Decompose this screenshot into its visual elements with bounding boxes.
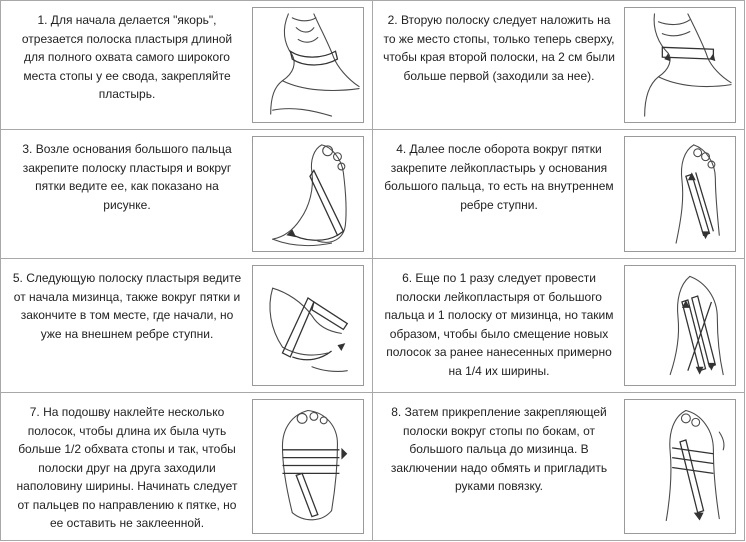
step-6-text: 6. Еще по 1 разу следует провести полоски лейкопластыря от большого пальца и 1 полоску от мизинца, но таким образом, чтобы было смещение новых полосок за ранее нанесенных примерно на 1/4 их ширины.	[384, 271, 614, 378]
step-2-illustration	[624, 7, 736, 123]
foot-heel-loop-drawing	[253, 137, 363, 251]
step-4-text: 4. Далее после оборота вокруг пятки закрепите лейкопластырь у основания большого пальца, то есть на внутреннем ребре ступни.	[384, 142, 614, 212]
step-4-cell	[373, 130, 745, 259]
step-8-illustration	[624, 399, 736, 534]
step-6-illustration	[624, 265, 736, 386]
step-1-cell	[1, 1, 373, 130]
step-4-illustration	[624, 136, 736, 252]
step-3-text: 3. Возле основания большого пальца закрепите полоску пластыря и вокруг пятки ведите ее, как показано на рисунке.	[22, 142, 232, 212]
step-2-text: 2. Вторую полоску следует наложить на то же место стопы, только теперь сверху, чтобы края второй полоски, на 2 см были больше первой (заходили за нее).	[383, 13, 615, 83]
step-3-illustration	[252, 136, 364, 252]
foot-overlap-strips-drawing	[625, 266, 735, 385]
step-6-cell	[373, 259, 745, 393]
step-7-cell	[1, 393, 373, 541]
step-5-text: 5. Следующую полоску пластыря ведите от начала мизинца, также вокруг пятки и закончите в том месте, где начали, но уже на внешнем ребре ступни.	[12, 271, 242, 341]
step-8-cell	[373, 393, 745, 541]
step-7-illustration	[252, 399, 364, 534]
step-1-text: 1. Для начала делается "якорь", отрезается полоска пластыря длиной для полного охвата самого широкого места стопы у ее свода, закрепляйте пластырь.	[21, 13, 233, 101]
foot-top-strip-drawing	[625, 8, 735, 122]
step-5-cell	[1, 259, 373, 393]
foot-final-wrap-drawing	[625, 400, 735, 533]
step-1-illustration	[252, 7, 364, 123]
step-7-text: 7. На подошву наклейте несколько полосок, чтобы длина их была чуть больше 1/2 обхвата стопы и так, чтобы полоски друг на друга заходили наполовину ширины. Начинать следует от пальцев по направлению к пятке, но ее оставить не заклеенной.	[16, 405, 238, 530]
foot-sole-strips-drawing	[253, 400, 363, 533]
step-5-illustration	[252, 265, 364, 386]
step-3-cell	[1, 130, 373, 259]
foot-inner-edge-drawing	[625, 137, 735, 251]
foot-side-anchor-drawing	[253, 8, 363, 122]
foot-outer-edge-drawing	[253, 266, 363, 385]
step-2-cell	[373, 1, 745, 130]
step-8-text: 8. Затем прикрепление закрепляющей полоски вокруг стопы по бокам, от большого пальца до мизинца. В заключении надо обмять и пригладить руками повязку.	[390, 405, 608, 493]
